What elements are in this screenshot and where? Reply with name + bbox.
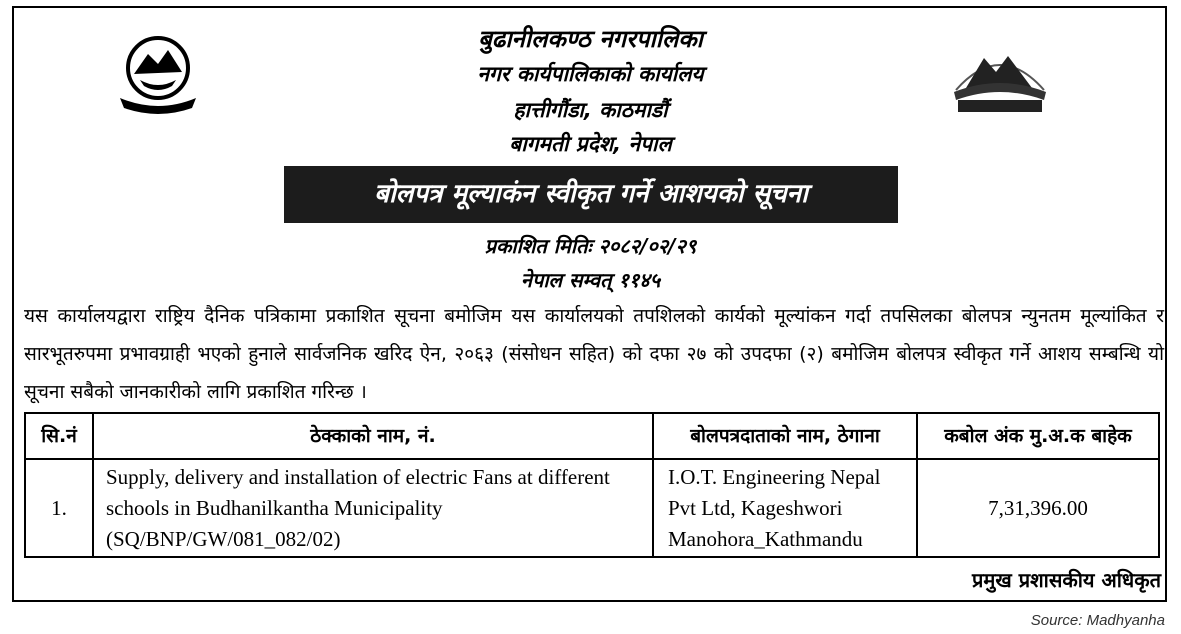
nepal-samvat: नेपाल सम्वत् ११४५	[520, 268, 661, 292]
office-address: हात्तीगौंडा, काठमाडौं	[513, 98, 668, 122]
bid-table	[24, 412, 1160, 558]
header-amount: कबोल अंक मु.अ.क बाहेक	[944, 425, 1132, 447]
source-credit: Source: Madhyanha	[1030, 612, 1165, 629]
municipality-name: बुढानीलकण्ठ नगरपालिका	[478, 25, 703, 53]
province-country: बागमती प्रदेश, नेपाल	[509, 132, 672, 156]
office-name: नगर कार्यपालिकाको कार्यालय	[477, 62, 704, 86]
row-amount: 7,31,396.00	[988, 496, 1088, 520]
header-bidder: बोलपत्रदाताको नाम, ठेगाना	[654, 414, 918, 458]
row-bidder: I.O.T. Engineering Nepal Pvt Ltd, Kageshwori Manohora_Kathmandu	[654, 460, 918, 556]
row-contract: Supply, delivery and installation of electric Fans at different schools in Budhanilkantha Municipality (SQ/BNP/GW/081_082/02)	[94, 460, 654, 556]
row-sn: 1.	[26, 460, 94, 556]
signatory-title: प्रमुख प्रशासकीय अधिकृत	[972, 568, 1161, 592]
header-contract: ठेक्काको नाम, नं.	[94, 414, 654, 458]
published-date: प्रकाशित मितिः २०८२/०२/२९	[484, 234, 697, 258]
notice-body: यस कार्यालयद्वारा राष्ट्रिय दैनिक पत्रिकामा प्रकाशित सूचना बमोजिम यस कार्यालयको तपशिलको कार्यको मूल्यांकन गर्दा तपसिलका बोलपत्र न्युनतम मूल्यांकित र सारभूतरुपमा प्रभावग्राही भएको हुनाले सार्वजनिक खरिद ऐन, २०६३ (संसोधन सहित) को दफा २७ को उपदफा (२) बमोजिम बोलपत्र स्वीकृत गर्ने आशय सम्बन्धि यो सूचना सबैको जानकारीको लागि प्रकाशित गरिन्छ ।	[24, 305, 1164, 403]
header-sn: सि.नं	[26, 414, 94, 458]
notice-title-banner: बोलपत्र मूल्याकंन स्वीकृत गर्ने आशयको सूचना	[284, 166, 898, 223]
